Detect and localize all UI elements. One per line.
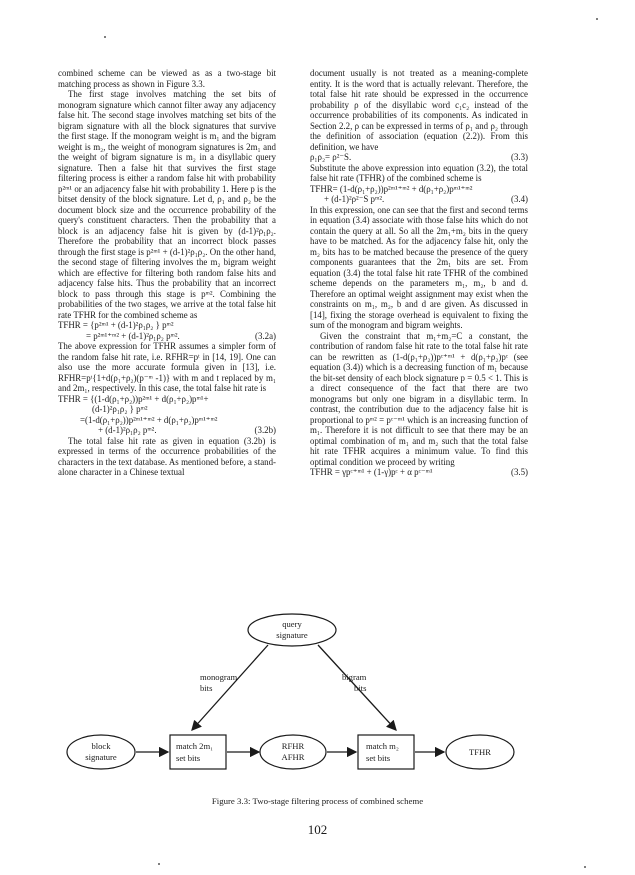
block-signature-label: block — [91, 741, 111, 751]
match-m2-label: set bits — [366, 753, 391, 763]
bigram-bits-label: bigram — [342, 672, 367, 682]
equation-line: + (d-1)²ρ²⁻S pᵐ². (3.4) — [324, 194, 528, 204]
paragraph: document usually is not treated as a meaning-complete entity. It is the word that is actually relevant. Therefore, the total false hit rate should be expressed in the occurrence probability ρ of the disyllabic word c₁c₂ instead of the occurrence probabilities of its components. As indicated in Section 2.2, ρ can be expressed in terms of ρ₁ and ρ₂ through the definition of association (equation (2.2)). From this definition, we have — [310, 68, 528, 152]
left-text-column — [58, 68, 276, 478]
equation-number: (3.2a) — [255, 330, 276, 341]
paragraph: The total false hit rate as given in equation (3.2b) is expressed in terms of the occurrence probabilities of the characters in the text database. As mentioned before, a stand-alone character in a Chinese textual — [58, 435, 276, 477]
paragraph: In this expression, one can see that the first and second terms in equation (3.4) associate with those false hits which do not contain the query at all. So all the 2m₁+m₂ bits in the query have to be matched. As for the adjacency false hit, only the m₂ bits has to be matched because the presence of the query components guarantees that the 2m₁ bits are set. From equation (3.4) the total false hit rate TFHR of the combined scheme depends on the parameters m₁, m₂, b and d. Therefore an optimal weight assignment may exist when the constraints on m₁, m₂, b and d are given. As discussed in [14], fixing the storage overhead is equivalent to fixing the sum of the monogram and bigram weights. — [310, 204, 528, 330]
equation-number: (3.2b) — [254, 425, 276, 435]
bigram-bits-label: bits — [354, 683, 367, 693]
block-signature-label: signature — [85, 752, 117, 762]
page-number: 102 — [307, 822, 328, 837]
equation-line: ρ₁ρ₂= ρ²⁻S. (3.3) — [310, 152, 528, 162]
paragraph: Substitute the above expression into equation (3.2), the total false hit rate (TFHR) of the combined scheme is — [310, 162, 528, 183]
right-text-column — [310, 68, 528, 478]
tfhr-label: TFHR — [469, 747, 491, 757]
rfhr-afhr-label: RFHR — [281, 741, 305, 751]
paragraph: Given the constraint that m₁+m₂=C a constant, the contribution of random false hit rate to the total false hit rate can be rewritten as (1-d(ρ₁+ρ₂))pᶜ⁺ᵐ¹ + d(ρ₁+ρ₂)pᶜ (see equation (3.4)) which is a decreasing function of m₁ because the bit-set density of each block signature p = 0.5 < 1. This is a direct consequence of the fact that there are two monograms but only one bigram in a disyllabic term. In contrast, the contribution due to the adjacency false hit is proportional to pᵐ² = pᶜ⁻ᵐ¹ which is an increasing function of m₁. Therefore it is not difficult to see that there may be an optimal combination of m₁ and m₂ such that the total false hit rate TFHR acquires a minimum value. To find this optimal condition we proceed by writing — [310, 330, 528, 467]
query-signature-label: signature — [276, 630, 308, 640]
equation-line: TFHR = γpᶜ⁺ᵐ¹ + (1-γ)pᶜ + α pᶜ⁻ᵐ¹ (3.5) — [310, 467, 528, 477]
equation-line: (d-1)²ρ₁ρ₂ } pᵐ² — [92, 404, 148, 414]
paragraph: The above expression for TFHR assumes a simpler form of the random false hit rate, i.e. RFHR=pᵗ in [14, 19]. One can also use the more accurate formula given in [13], i.e. RFHR=pᵗ{1+d(ρ₁+ρ₂)(p⁻ᵐ -1)} with m and t replaced by m₁ and 2m₁, respectively. In this case, the total false hit rate is — [58, 341, 276, 393]
figure-caption: Figure 3.3: Two-stage filtering process of combined scheme — [211, 796, 424, 806]
scan-speck — [104, 36, 106, 38]
scan-speck — [158, 863, 160, 865]
equation-line: = p²ᵐ¹⁺ᵐ² + (d-1)²ρ₁ρ₂ pᵐ². (3.2a) — [86, 330, 276, 341]
equation-line: TFHR = {p²ᵐ¹ + (d-1)²ρ₁ρ₂ } pᵐ² — [58, 320, 174, 330]
paragraph: combined scheme can be viewed as as a two-stage bit matching process as shown in Figure 3.3. — [58, 68, 276, 89]
filtering-diagram — [60, 610, 580, 810]
equation-line: TFHR = {(1-d(ρ₁+ρ₂))p²ᵐ¹ + d(ρ₁+ρ₂)pᵐ¹+ — [58, 393, 209, 404]
equation-line: =(1-d(ρ₁+ρ₂))p²ᵐ¹⁺ᵐ² + d(ρ₁+ρ₂)pᵐ¹⁺ᵐ² — [80, 414, 218, 425]
equation-number: (3.4) — [510, 194, 528, 204]
equation-line: TFHR= (1-d(ρ₁+ρ₂))p²ᵐ¹⁺ᵐ² + d(ρ₁+ρ₂)pᵐ¹⁺ᵐ² — [310, 183, 473, 194]
scan-speck — [584, 866, 586, 868]
monogram-bits-label: monogram — [200, 672, 238, 682]
query-signature-label: query — [282, 619, 302, 629]
scan-speck — [596, 18, 598, 20]
match-m2-label: match m₂ — [366, 741, 399, 751]
rfhr-afhr-label: AFHR — [281, 752, 305, 762]
monogram-bits-label: bits — [200, 683, 213, 693]
equation-number: (3.3) — [510, 152, 528, 162]
match-2m1-label: match 2m₁ — [176, 741, 214, 751]
paragraph: The first stage involves matching the set bits of monogram signature which cannot filter away any adjacency false hit. The second stage involves matching set bits of the bigram signature with all the block signatures that survive the first stage. If the monogram weight is m₁ and the bigram weight is m₂, the weight of monogram signatures is 2m₁ and the weight of bigram signature is m₂ in a disyllabic query signature. Then a false hit that survives the first stage filtering process is either a random false hit with probability p²ᵐ¹ or an adjacency false hit with probability 1. Here p is the bitset density of the block signature. Let d, ρ₁ and ρ₂ be the document block size and the occurrence probability of the query's constituent characters. Then the probability that a block is an adjacency false hit is given by (d-1)²ρ₁ρ₂. Therefore the probability that an incorrect block passes through the first stage is p²ᵐ¹ + (d-1)²ρ₁ρ₂. On the other hand, the second stage of filtering involves the m₂ bigram weight which are effective for filtering both random false hits and adjacency false hits. Thus the probability that an incorrect block to pass through this stage is pᵐ². Combining the probabilities of the two stages, we arrive at the total false hit rate TFHR for the combined scheme as — [58, 89, 276, 320]
equation-line: + (d-1)²ρ₁ρ₂ pᵐ². (3.2b) — [98, 425, 276, 435]
match-2m1-label: set bits — [176, 753, 201, 763]
equation-number: (3.5) — [510, 467, 528, 477]
